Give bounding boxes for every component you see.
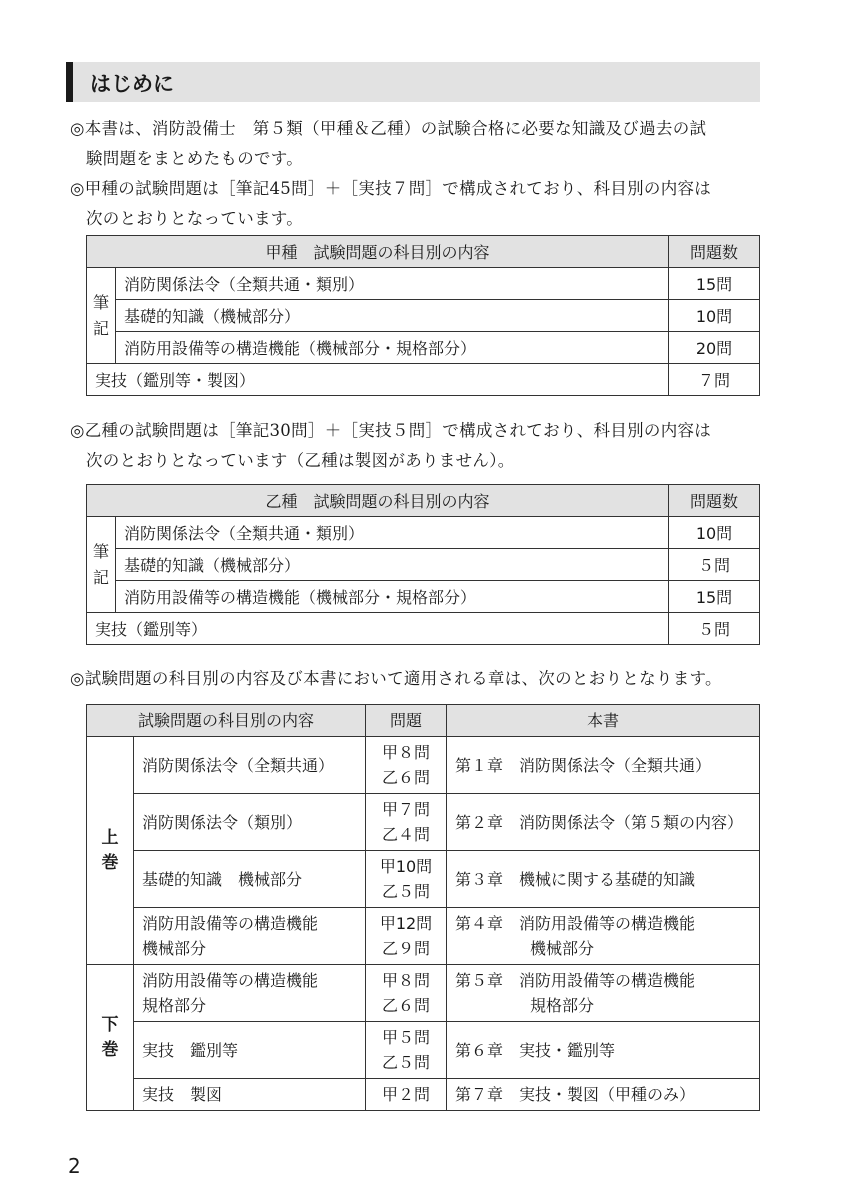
table-cell: 第２章 消防関係法令（第５類の内容）: [447, 794, 760, 851]
paragraph-line: 次のとおりとなっています（乙種は製図がありません）。: [86, 451, 515, 470]
section-heading: [66, 62, 760, 102]
table-cell: 10問: [669, 517, 760, 549]
table-cell: 甲10問 乙５問: [366, 851, 447, 908]
table-cell: 消防用設備等の構造機能 機械部分: [134, 908, 366, 965]
table-cell: 15問: [669, 581, 760, 613]
table-header: 乙種 試験問題の科目別の内容: [87, 485, 669, 517]
table-cell: 甲２問: [366, 1079, 447, 1111]
table-cell: ７問: [669, 364, 760, 396]
table-cell: 消防関係法令（類別）: [134, 794, 366, 851]
table-header: 試験問題の科目別の内容: [87, 705, 366, 737]
heading-accent-bar: [66, 62, 73, 102]
table-cell: 第４章 消防用設備等の構造機能 機械部分: [447, 908, 760, 965]
table-cell: 甲８問 乙６問: [366, 965, 447, 1022]
table-header: 問題数: [669, 236, 760, 268]
table-header: 問題数: [669, 485, 760, 517]
paragraph-line: ◎乙種の試験問題は［筆記30問］＋［実技５問］で構成されており、科目別の内容は: [70, 421, 712, 440]
table-cell: 甲８問 乙６問: [366, 737, 447, 794]
intro-paragraph: [70, 114, 770, 234]
table-cell: 甲７問 乙４問: [366, 794, 447, 851]
table-cell: 基礎的知識（機械部分）: [116, 549, 669, 581]
table-cell: ５問: [669, 549, 760, 581]
otsu-paragraph: [70, 416, 770, 476]
table-cell: 実技（鑑別等・製図）: [87, 364, 669, 396]
table-cell: ５問: [669, 613, 760, 645]
page-number: 2: [68, 1154, 81, 1178]
table-cell: 実技 製図: [134, 1079, 366, 1111]
table-cell: 消防用設備等の構造機能（機械部分・規格部分）: [116, 332, 669, 364]
intro-line: 験問題をまとめたものです。: [86, 149, 304, 168]
intro-line: 次のとおりとなっています。: [86, 209, 304, 228]
table-header: 問題: [366, 705, 447, 737]
heading-text: はじめに: [90, 72, 174, 96]
table-otsu: [86, 484, 760, 645]
table-cell: 第１章 消防関係法令（全類共通）: [447, 737, 760, 794]
intro-line: ◎本書は、消防設備士 第５類（甲種＆乙種）の試験合格に必要な知識及び過去の試: [70, 119, 707, 138]
table-cell: 消防関係法令（全類共通）: [134, 737, 366, 794]
table-cell: 消防用設備等の構造機能（機械部分・規格部分）: [116, 581, 669, 613]
table-cell: 基礎的知識 機械部分: [134, 851, 366, 908]
table-cell: 実技（鑑別等）: [87, 613, 669, 645]
table-cell: 基礎的知識（機械部分）: [116, 300, 669, 332]
table-cell: 実技 鑑別等: [134, 1022, 366, 1079]
volume-label-lower: 下巻: [87, 965, 134, 1111]
mapping-paragraph: ◎試験問題の科目別の内容及び本書において適用される章は、次のとおりとなります。: [70, 669, 722, 688]
table-cell: 第６章 実技・鑑別等: [447, 1022, 760, 1079]
table-header: 甲種 試験問題の科目別の内容: [87, 236, 669, 268]
table-chapter-map: [86, 704, 760, 1111]
table-kou: [86, 235, 760, 396]
table-header: 本書: [447, 705, 760, 737]
group-label-written: 筆 記: [87, 268, 116, 364]
table-cell: 甲12問 乙９問: [366, 908, 447, 965]
table-cell: 甲５問 乙５問: [366, 1022, 447, 1079]
table-cell: 第３章 機械に関する基礎的知識: [447, 851, 760, 908]
intro-line: ◎甲種の試験問題は［筆記45問］＋［実技７問］で構成されており、科目別の内容は: [70, 179, 712, 198]
table-cell: 15問: [669, 268, 760, 300]
volume-label-upper: 上巻: [87, 737, 134, 965]
table-cell: 消防用設備等の構造機能 規格部分: [134, 965, 366, 1022]
table-cell: 第５章 消防用設備等の構造機能 規格部分: [447, 965, 760, 1022]
table-cell: 第７章 実技・製図（甲種のみ）: [447, 1079, 760, 1111]
table-cell: 消防関係法令（全類共通・類別）: [116, 268, 669, 300]
group-label-written: 筆 記: [87, 517, 116, 613]
table-cell: 20問: [669, 332, 760, 364]
table-cell: 消防関係法令（全類共通・類別）: [116, 517, 669, 549]
table-cell: 10問: [669, 300, 760, 332]
